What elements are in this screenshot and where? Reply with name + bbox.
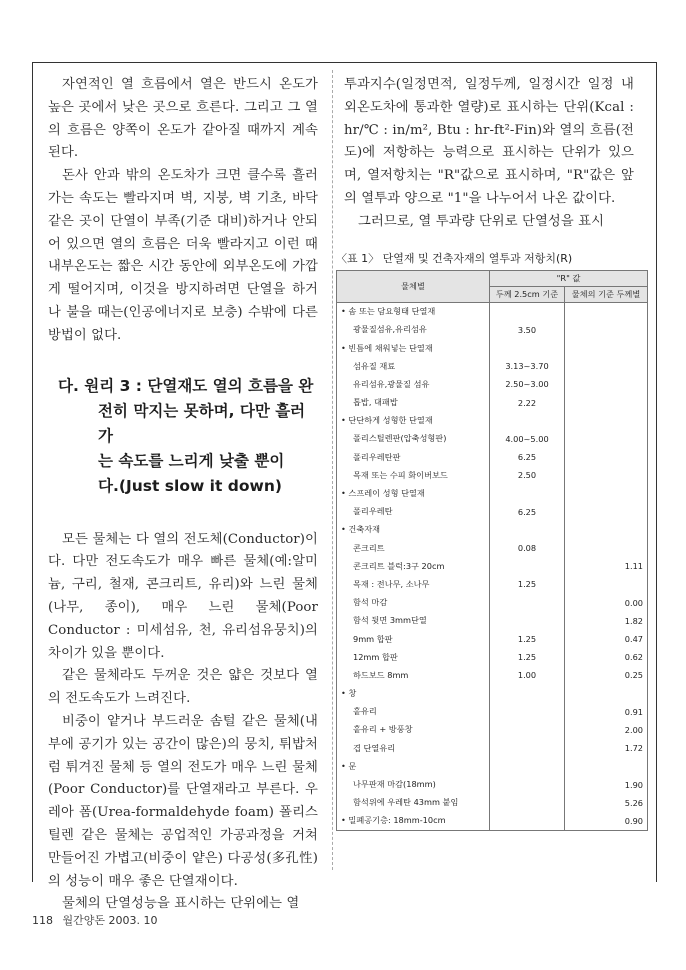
left-column [48, 74, 318, 916]
r-value-2-5cm [490, 521, 565, 539]
left-rule [32, 62, 33, 882]
table-row [337, 794, 648, 812]
table-row [337, 703, 648, 721]
table-row [337, 757, 648, 775]
r-value-2-5cm: 1.25 [490, 575, 565, 593]
paragraph: 자연적인 열 흐름에서 열은 반드시 온도가 높은 곳에서 낮은 곳으로 흐른다. 그리고 그 열의 흐름은 양쪽이 온도가 같아질 때까지 계속된다. [48, 77, 318, 161]
r-value-standard: 2.00 [565, 721, 648, 739]
r-value-standard [565, 375, 648, 393]
category-label: • 솜 또는 담요형태 단열재 [337, 302, 490, 321]
r-value-standard [565, 757, 648, 775]
item-label: 콘크리트 [337, 539, 490, 557]
r-value-2-5cm [490, 484, 565, 502]
table-row [337, 394, 648, 412]
r-value-2-5cm: 3.50 [490, 321, 565, 339]
r-value-2-5cm: 2.22 [490, 394, 565, 412]
item-label: 폴리우레탄판 [337, 448, 490, 466]
paragraph: 돈사 안과 밖의 온도차가 크면 클수록 흘러가는 속도는 빨라지며 벽, 지붕, 벽 기초, 바닥 같은 곳이 단열이 부족(기준 대비)하거나 안되어 있으면 열의 흐름은 더욱 빨라지고 이런 때 내부온도는 짧은 시간 동안에 외부온도에 가깝게 떨어지며, 이것을 방지하려면 단열을 하거나 불을 때는(인공에너지로 보충) 수밖에 다른 방법이 없다. [48, 168, 318, 343]
r-value-standard: 0.90 [565, 812, 648, 831]
right-rule [656, 62, 657, 882]
item-label: 목재 또는 수피 화이버보드 [337, 466, 490, 484]
r-value-standard [565, 339, 648, 357]
table-row [337, 503, 648, 521]
item-label: 톱밥, 대패밥 [337, 394, 490, 412]
table-row [337, 739, 648, 757]
table-row [337, 685, 648, 703]
paragraph: 같은 물체라도 두꺼운 것은 얇은 것보다 열의 전도속도가 느려진다. [48, 668, 318, 707]
r-value-2-5cm [490, 703, 565, 721]
item-label: 콘크리트 블럭:3구 20cm [337, 557, 490, 575]
category-label: • 창 [337, 685, 490, 703]
r-value-2-5cm [490, 739, 565, 757]
item-label: 폴리스틸렌판(압축성형판) [337, 430, 490, 448]
r-value-2-5cm [490, 302, 565, 321]
category-label: • 문 [337, 757, 490, 775]
r-value-2-5cm: 4.00~5.00 [490, 430, 565, 448]
category-label: • 스프레이 성형 단열재 [337, 484, 490, 502]
r-value-2-5cm: 2.50 [490, 466, 565, 484]
header-thickness-2-5cm: 두께 2.5cm 기준 [490, 286, 565, 302]
top-rule [32, 62, 656, 63]
r-value-2-5cm [490, 612, 565, 630]
table-row [337, 648, 648, 666]
item-label: 함석 마감 [337, 594, 490, 612]
table-row [337, 557, 648, 575]
heading-line: 전히 막지는 못하며, 다만 흘러가 [98, 401, 306, 445]
table-row [337, 721, 648, 739]
paragraph: 비중이 얕거나 부드러운 솜털 같은 물체(내부에 공기가 있는 공간이 많은)의 뭉치, 튀밥처럼 튀겨진 물체 등 열의 전도가 매우 느린 물체(Poor Conductor)를 단열재라고 부른다. 우레아 폼(Urea-formaldehyde foam) 폴리스틸렌 같은 물체는 공업적인 가공과정을 거쳐 만들어진 가볍고(비중이 얕은) 다공성(多孔性)의 성능이 매우 좋은 단열재이다. [48, 713, 318, 889]
r-value-standard: 1.90 [565, 775, 648, 793]
publication-name: 월간양돈 2003. 10 [62, 914, 158, 927]
r-value-standard [565, 321, 648, 339]
right-column [336, 74, 643, 831]
category-label: • 밀폐공기층: 18mm-10cm [337, 812, 490, 831]
item-label: 9mm 합판 [337, 630, 490, 648]
table-row [337, 666, 648, 684]
table-row [337, 539, 648, 557]
table-row [337, 521, 648, 539]
paragraph: 투과지수(일정면적, 일정두께, 일정시간 일정 내외온도차에 통과한 열량)로 표시하는 단위(Kcal : hr/℃ : in/m², Btu : hr-ft²-Fin)와 열의 흐름(전도)에 저항하는 능력으로 표시하는 단위가 있으며, 열저항치는 "R"값으로 표시하며, "R"값은 앞의 열투과 양으로 "1"을 나누어서 나온 값이다. [344, 77, 634, 206]
r-value-standard: 1.82 [565, 612, 648, 630]
table-row [337, 775, 648, 793]
r-value-2-5cm [490, 594, 565, 612]
r-value-2-5cm: 1.00 [490, 666, 565, 684]
r-value-standard: 0.00 [565, 594, 648, 612]
r-value-standard: 0.25 [565, 666, 648, 684]
r-value-2-5cm: 0.08 [490, 539, 565, 557]
r-value-2-5cm: 1.25 [490, 630, 565, 648]
table-row [337, 448, 648, 466]
table-row [337, 302, 648, 321]
item-label: 홑유리 + 방풍창 [337, 721, 490, 739]
r-value-standard: 0.62 [565, 648, 648, 666]
item-label: 하드보드 8mm [337, 666, 490, 684]
r-value-standard [565, 302, 648, 321]
r-value-standard: 0.91 [565, 703, 648, 721]
r-value-standard [565, 448, 648, 466]
r-value-standard [565, 357, 648, 375]
item-label: 폴리우레탄 [337, 503, 490, 521]
r-value-standard [565, 539, 648, 557]
table-row [337, 375, 648, 393]
r-value-table [336, 270, 648, 831]
paragraph: 그러므로, 열 투과량 단위로 단열성을 표시 [358, 213, 605, 229]
r-value-standard [565, 466, 648, 484]
r-value-2-5cm [490, 412, 565, 430]
item-label: 목재 : 전나무, 소나무 [337, 575, 490, 593]
r-value-2-5cm: 6.25 [490, 448, 565, 466]
r-value-standard [565, 430, 648, 448]
table-caption: 〈표 1〉 단열재 및 건축자재의 열투과 저항치(R) [336, 251, 573, 265]
r-value-2-5cm [490, 812, 565, 831]
r-value-standard [565, 521, 648, 539]
table-row [337, 357, 648, 375]
table-row [337, 466, 648, 484]
paragraph: 물체의 단열성능을 표시하는 단위에는 열 [62, 896, 300, 912]
category-label: • 건축자재 [337, 521, 490, 539]
item-label: 홑유리 [337, 703, 490, 721]
page-footer [32, 912, 158, 928]
r-value-standard: 5.26 [565, 794, 648, 812]
heading-line: 는 속도를 느리게 낮출 뿐이 [98, 451, 285, 470]
table-row [337, 412, 648, 430]
r-value-standard: 1.72 [565, 739, 648, 757]
r-value-2-5cm: 1.25 [490, 648, 565, 666]
table-row [337, 484, 648, 502]
table-row [337, 612, 648, 630]
item-label: 광물질섬유,유리섬유 [337, 321, 490, 339]
table-row [337, 630, 648, 648]
r-value-standard [565, 575, 648, 593]
table-row [337, 321, 648, 339]
item-label: 유리섬유,광물질 섬유 [337, 375, 490, 393]
heading-line: 다.(Just slow it down) [98, 476, 282, 495]
item-label: 섬유질 재료 [337, 357, 490, 375]
category-label: • 빈틈에 채워넣는 단열재 [337, 339, 490, 357]
r-value-standard: 1.11 [565, 557, 648, 575]
table-body [337, 302, 648, 830]
table-row [337, 594, 648, 612]
r-value-2-5cm [490, 721, 565, 739]
table-row [337, 812, 648, 831]
r-value-2-5cm [490, 775, 565, 793]
r-value-standard [565, 685, 648, 703]
header-standard-thickness: 물체의 기준 두께별 [565, 286, 648, 302]
category-label: • 단단하게 성형한 단열재 [337, 412, 490, 430]
r-value-2-5cm: 6.25 [490, 503, 565, 521]
item-label: 겹 단열유리 [337, 739, 490, 757]
r-value-standard [565, 503, 648, 521]
r-value-2-5cm: 3.13~3.70 [490, 357, 565, 375]
table-row [337, 575, 648, 593]
r-value-2-5cm: 2.50~3.00 [490, 375, 565, 393]
paragraph: 모든 물체는 다 열의 전도체(Conductor)이다. 다만 전도속도가 매우 빠른 물체(예:알미늄, 구리, 철재, 콘크리트, 유리)와 느린 물체(나무, 종이), 매우 느린 물체(Poor Conductor : 미세섬유, 천, 유리섬유뭉치)의 차이가 있을 뿐이다. [48, 531, 318, 661]
column-divider [332, 70, 333, 870]
r-value-2-5cm [490, 757, 565, 775]
r-value-2-5cm [490, 794, 565, 812]
heading-line: 다. 원리 3 : 단열재도 열의 흐름을 완 [58, 376, 314, 395]
r-value-standard: 0.47 [565, 630, 648, 648]
page-number: 118 [32, 914, 53, 927]
section-heading [58, 374, 318, 499]
r-value-2-5cm [490, 339, 565, 357]
item-label: 12mm 합판 [337, 648, 490, 666]
table-row [337, 430, 648, 448]
header-r-value: "R" 값 [490, 270, 648, 286]
r-value-standard [565, 484, 648, 502]
r-value-2-5cm [490, 557, 565, 575]
r-value-standard [565, 394, 648, 412]
item-label: 함석 뒷면 3mm단열 [337, 612, 490, 630]
table-row [337, 339, 648, 357]
item-label: 함석위에 우레탄 43mm 붙임 [337, 794, 490, 812]
item-label: 나무판재 마감(18mm) [337, 775, 490, 793]
r-value-2-5cm [490, 685, 565, 703]
r-value-standard [565, 412, 648, 430]
header-item: 물체별 [337, 270, 490, 302]
